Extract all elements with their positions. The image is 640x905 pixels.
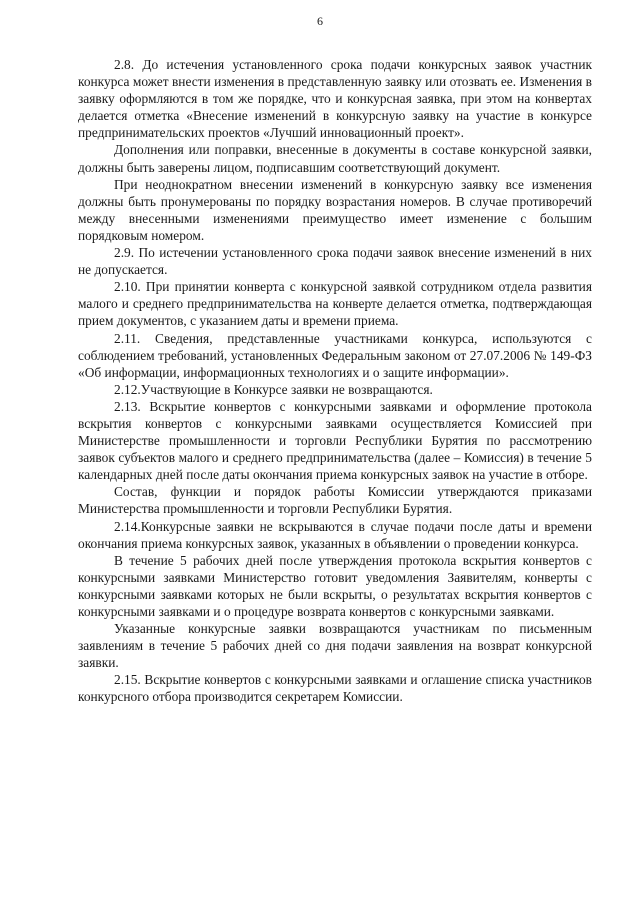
paragraph-2-13: 2.13. Вскрытие конвертов с конкурсными заявками и оформление протокола вскрытия конвертов с конкурсными заявками осуществляется Комиссией при Министерстве промышленности и торговли Республики Бурятия по рассмотрению заявок субъектов малого и среднего предпринимательства (далее – Комиссия) в течение 5 календарных дней после даты окончания приема конкурсных заявок на участие в отборе. xyxy=(78,398,592,483)
page-number: 6 xyxy=(317,14,323,28)
paragraph-2-9: 2.9. По истечении установленного срока подачи заявок внесение изменений в них не допускается. xyxy=(78,245,592,278)
paragraph-commission-composition: Состав, функции и порядок работы Комиссии утверждаются приказами Министерства промышленности и торговли Республики Бурятия. xyxy=(78,484,592,517)
paragraph-2-8: 2.8. До истечения установленного срока подачи конкурсных заявок участник конкурса может внести изменения в представленную заявку или отозвать ее. Изменения в заявку оформляются в том же порядке, что и конкурсная заявка, при этом на конвертах делается отметка «Внесение изменений в конкурсную заявку на участие в конкурсе предпринимательских проектов «Лучший инновационный проект». xyxy=(78,57,592,141)
paragraph-return: Указанные конкурсные заявки возвращаются участникам по письменным заявлениям в течение 5 рабочих дней со дня подачи заявления на возврат конкурсной заявки. xyxy=(78,621,592,671)
paragraph-2-14: 2.14.Конкурсные заявки не вскрываются в случае подачи после даты и времени окончания приема конкурсных заявок, указанных в объявлении о проведении конкурса. xyxy=(78,518,592,551)
paragraph-notification: В течение 5 рабочих дней после утверждения протокола вскрытия конвертов с конкурсными заявками Министерство готовит уведомления Заявителям, конверты с конкурсными заявками которых не были вскрыты, о результатах вскрытия конвертов с конкурсными заявками и о процедуре возврата конвертов с конкурсными заявками. xyxy=(78,552,592,619)
paragraph-additions: Дополнения или поправки, внесенные в документы в составе конкурсной заявки, должны быть заверены лицом, подписавшим соответствующий документ. xyxy=(78,142,592,175)
paragraph-2-10: 2.10. При принятии конверта с конкурсной заявкой сотрудником отдела развития малого и среднего предпринимательства на конверте делается отметка, подтверждающая прием документов, с указанием даты и времени приема. xyxy=(78,279,592,329)
document-body xyxy=(78,56,592,706)
paragraph-multiple-changes: При неоднократном внесении изменений в конкурсную заявку все изменения должны быть пронумерованы по порядку возрастания номеров. В случае противоречий между внесенными изменениями преимущество имеет изменение с большим порядковым номером. xyxy=(78,176,592,243)
paragraph-2-15: 2.15. Вскрытие конвертов с конкурсными заявками и оглашение списка участников конкурсного отбора производится секретарем Комиссии. xyxy=(78,672,592,705)
paragraph-2-12: 2.12.Участвующие в Конкурсе заявки не возвращаются. xyxy=(114,381,433,397)
paragraph-2-11: 2.11. Сведения, представленные участниками конкурса, используются с соблюдением требований, установленных Федеральным законом от 27.07.2006 № 149-ФЗ «Об информации, информационных технологиях и о защите информации». xyxy=(78,330,592,380)
